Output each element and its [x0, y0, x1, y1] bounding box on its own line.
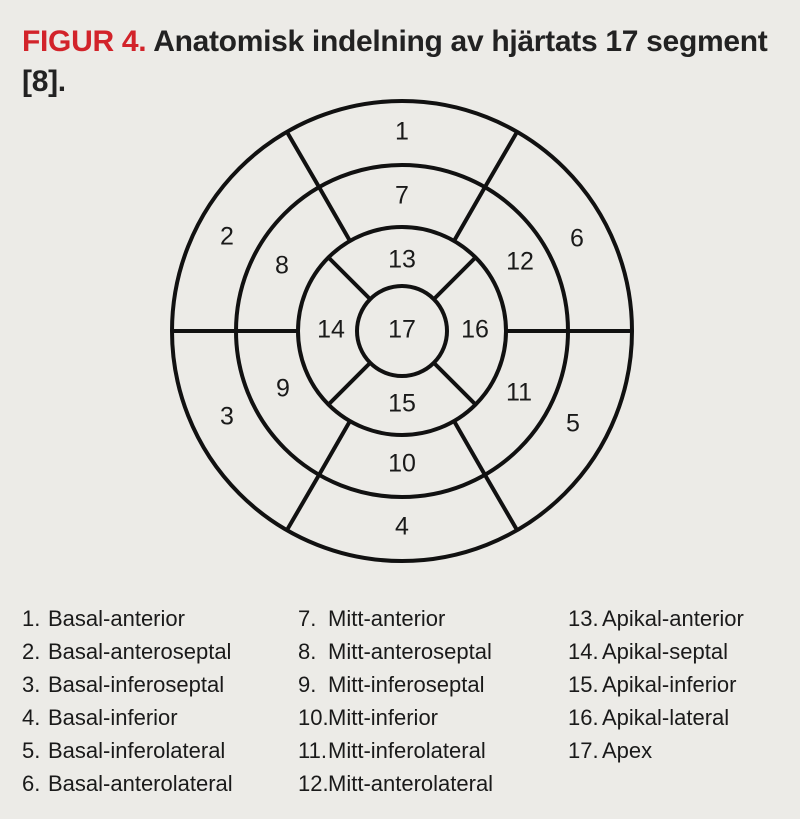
legend-item: 16. Apikal-lateral: [568, 705, 730, 730]
legend-item: 17. Apex: [568, 738, 653, 763]
segment-label: 6: [570, 224, 584, 253]
segment-label: 3: [220, 402, 234, 431]
figure-caption: Anatomisk indelning av hjärtats 17 segment [8].: [22, 25, 768, 98]
divider-line: [454, 187, 485, 241]
segment-label: 15: [388, 389, 416, 418]
legend-item: 8. Mitt-anteroseptal: [298, 639, 492, 664]
divider-line: [287, 475, 319, 530]
figure-label: FIGUR 4.: [22, 25, 147, 58]
divider-line: [328, 257, 370, 299]
segment-label: 14: [317, 315, 345, 344]
legend-item: 13. Apikal-anterior: [568, 606, 744, 631]
divider-line: [287, 132, 319, 187]
segment-label: 5: [566, 409, 580, 438]
segment-label: 13: [388, 245, 416, 274]
legend-column-apical: [568, 602, 744, 767]
legend-column-basal: [22, 602, 233, 800]
divider-line: [328, 363, 370, 405]
segment-legend: [0, 602, 800, 802]
segment-label: 2: [220, 222, 234, 251]
legend-item: 4. Basal-inferior: [22, 705, 178, 730]
divider-line: [485, 132, 517, 187]
divider-line: [434, 257, 476, 299]
segment-label: 10: [388, 449, 416, 478]
bullseye-diagram: [0, 90, 800, 580]
segment-label: 16: [461, 315, 489, 344]
segment-label: 4: [395, 512, 409, 541]
divider-line: [454, 421, 485, 475]
legend-column-mid: [298, 602, 493, 800]
segment-label: 9: [276, 374, 290, 403]
legend-item: 7. Mitt-anterior: [298, 606, 446, 631]
segment-label: 7: [395, 181, 409, 210]
divider-line: [485, 475, 517, 530]
legend-item: 11.Mitt-inferolateral: [298, 738, 486, 763]
legend-item: 12.Mitt-anterolateral: [298, 771, 494, 796]
legend-item: 1. Basal-anterior: [22, 606, 185, 631]
legend-item: 9. Mitt-inferoseptal: [298, 672, 485, 697]
legend-item: 14. Apikal-septal: [568, 639, 728, 664]
legend-item: 10.Mitt-inferior: [298, 705, 439, 730]
segment-label: 12: [506, 247, 534, 276]
segment-label: 11: [506, 378, 532, 407]
divider-line: [319, 421, 350, 475]
legend-item: 6. Basal-anterolateral: [22, 771, 233, 796]
legend-item: 3. Basal-inferoseptal: [22, 672, 225, 697]
divider-line: [434, 363, 476, 405]
segment-label: 1: [395, 117, 409, 146]
legend-item: 2. Basal-anteroseptal: [22, 639, 232, 664]
legend-item: 15. Apikal-inferior: [568, 672, 737, 697]
divider-line: [319, 187, 350, 241]
legend-item: 5. Basal-inferolateral: [22, 738, 226, 763]
segment-label: 8: [275, 251, 289, 280]
segment-label: 17: [388, 315, 416, 344]
